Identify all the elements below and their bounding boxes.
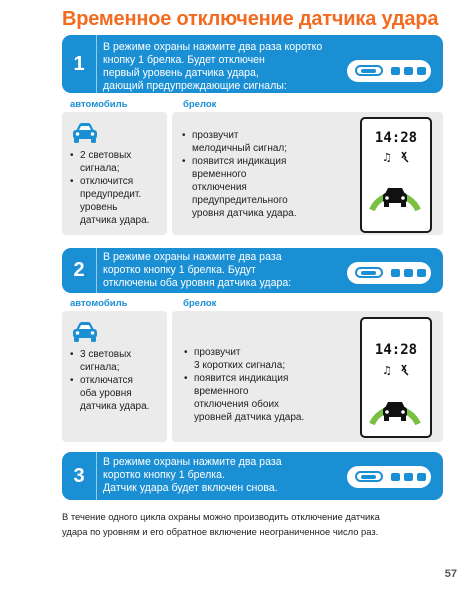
fob-button-icon	[417, 269, 426, 277]
melody-and-shock-off-icon	[382, 363, 412, 377]
svg-text:♫: ♫	[382, 364, 392, 377]
svg-text:♫: ♫	[382, 151, 392, 164]
fob-button-icon	[391, 67, 400, 75]
footnote: В течение одного цикла охраны можно производить отключение датчика удара по уровням и его обратное включение неограниченное число раз.	[62, 511, 380, 537]
step-instruction: В режиме охраны нажмите два раза коротко кнопку 1 брелка. Будет отключен первый уровень датчика удара, дающий предупреждающие сигналы:	[103, 41, 323, 92]
lcd-time: 14:28	[374, 342, 418, 358]
step-1-banner	[62, 35, 443, 93]
fob-button-icon	[417, 473, 426, 481]
step-2-banner	[62, 248, 443, 293]
fob-button-icon	[404, 473, 413, 481]
car-status-icon	[366, 168, 424, 216]
car-reactions-list	[70, 149, 165, 227]
fob-column-label: брелок	[183, 298, 217, 309]
fob-column-label: брелок	[183, 99, 217, 110]
fob-reactions-list	[182, 129, 342, 220]
fob-button-1-icon	[355, 65, 383, 76]
list-item: • появится индикация временного отключения обоих уровней датчика удара.	[184, 372, 344, 424]
car-column-label: автомобиль	[70, 99, 128, 110]
fob-panel	[172, 112, 443, 235]
page-title: Временное отключение датчика удара	[62, 8, 439, 30]
list-item: • 2 световых сигнала;	[70, 149, 165, 175]
step-number: 2	[62, 248, 97, 293]
fob-button-icon	[404, 67, 413, 75]
step-number: 1	[62, 35, 97, 93]
lcd-time: 14:28	[374, 130, 418, 146]
key-fob-icon	[347, 60, 431, 82]
melody-and-shock-off-icon	[382, 150, 412, 164]
key-fob-icon	[347, 262, 431, 284]
fob-lcd-display	[360, 317, 432, 438]
list-item: • отключатся оба уровня датчика удара.	[70, 374, 165, 413]
step-number: 3	[62, 452, 97, 500]
car-panel	[62, 311, 167, 442]
fob-button-icon	[417, 67, 426, 75]
list-item: • отключится предупредит. уровень датчика удара.	[70, 175, 165, 227]
fob-button-icon	[391, 473, 400, 481]
key-fob-icon	[347, 466, 431, 488]
step-instruction: В режиме охраны нажмите два раза коротко кнопку 1 брелка. Датчик удара будет включен снова.	[103, 456, 282, 494]
page-number: 57	[444, 568, 457, 580]
fob-lcd-display	[360, 117, 432, 233]
fob-button-icon	[404, 269, 413, 277]
fob-button-1-icon	[355, 267, 383, 278]
list-item: • прозвучит мелодичный сигнал;	[182, 129, 342, 155]
fob-button-icon	[391, 269, 400, 277]
car-status-icon	[366, 382, 424, 430]
list-item: • 3 световых сигнала;	[70, 348, 165, 374]
fob-panel	[172, 311, 443, 442]
car-panel	[62, 112, 167, 235]
car-reactions-list	[70, 348, 165, 413]
step-instruction: В режиме охраны нажмите два раза коротко кнопку 1 брелка. Будут отключены оба уровня датчика удара:	[103, 251, 292, 289]
step-3-banner	[62, 452, 443, 500]
fob-reactions-list	[184, 346, 344, 424]
fob-button-1-icon	[355, 471, 383, 482]
car-column-label: автомобиль	[70, 298, 128, 309]
car-icon	[71, 122, 99, 144]
list-item: • появится индикация временного отключения предупредительного уровня датчика удара.	[182, 155, 342, 220]
car-icon	[71, 321, 99, 343]
list-item: • прозвучит 3 коротких сигнала;	[184, 346, 344, 372]
